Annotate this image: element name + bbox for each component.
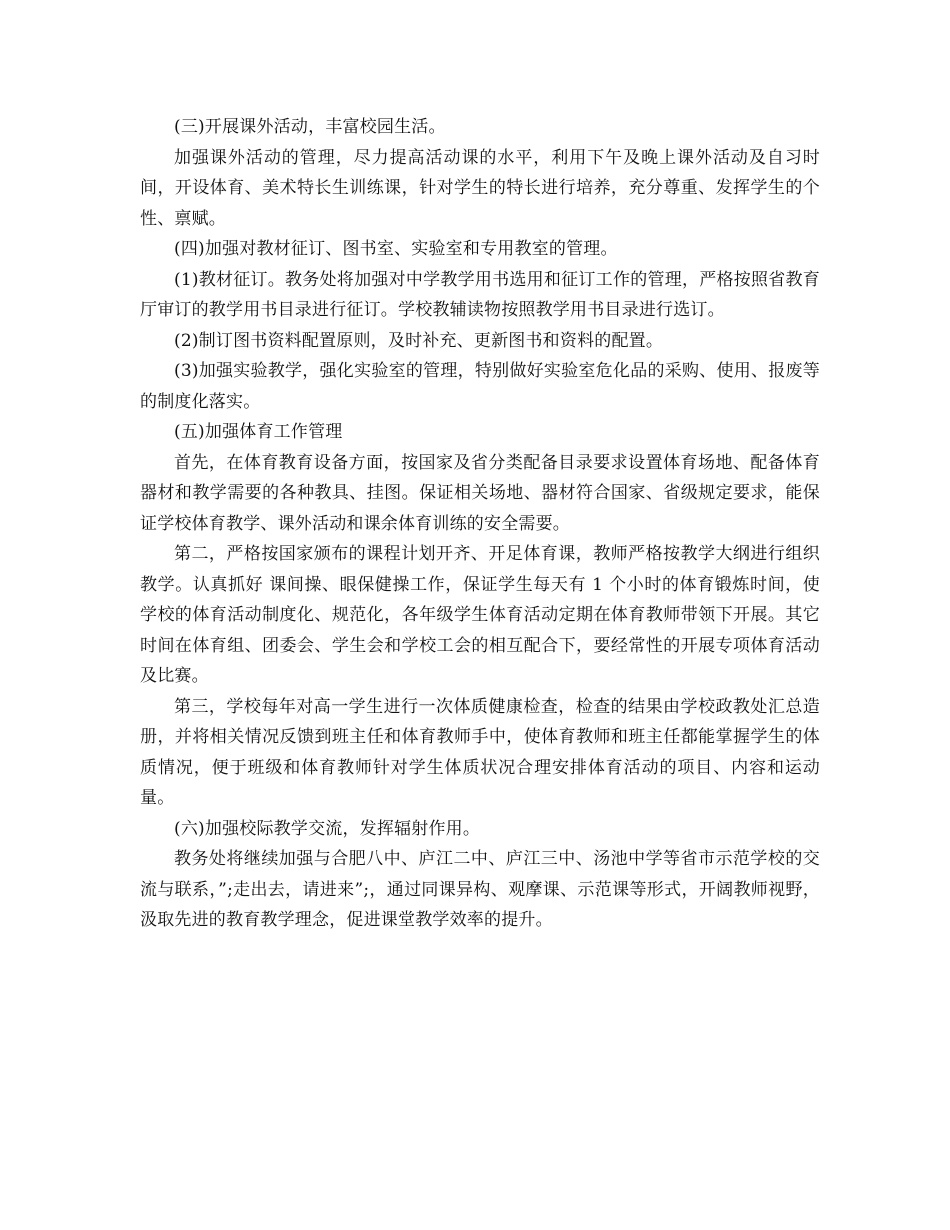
section-heading-4: (四)加强对教材征订、图书室、实验室和专用教室的管理。 (174, 239, 618, 259)
paragraph-textbook-ordering: (1)教材征订。教务处将加强对中学教学用书选用和征订工作的管理，严格按照省教育厅审订的教学用书目录进行征订。学校教辅读物按照教学用书目录进行选订。 (140, 269, 820, 320)
section-heading-3: (三)开展课外活动，丰富校园生活。 (174, 117, 446, 137)
paragraph-pe-curriculum: 第二，严格按国家颁布的课程计划开齐、开足体育课，教师严格按教学大纲进行组织教学。认真抓好 课间操、眼保健操工作，保证学生每天有 1 个小时的体育锻炼时间，使学校的体育活动制度化、规范化，各年级学生体育活动定期在体育教师带领下开展。其它时间在体育组、团委会、学生会和学校工会的相互配合下，要经常性的开展专项体育活动及比赛。 (140, 544, 820, 686)
section-heading-6: (六)加强校际教学交流，发挥辐射作用。 (174, 818, 481, 839)
paragraph-pe-equipment: 首先，在体育教育设备方面，按国家及省分类配备目录要求设置体育场地、配备体育器材和教学需要的各种教具、挂图。保证相关场地、器材符合国家、省级规定要求，能保证学校体育教学、课外活动和课余体育训练的安全需要。 (140, 452, 820, 534)
section-heading-5: (五)加强体育工作管理 (174, 422, 343, 442)
paragraph-library-config: (2)制订图书资料配置原则，及时补充、更新图书和资料的配置。 (174, 330, 664, 351)
paragraph-school-exchange: 教务处将继续加强与合肥八中、庐江二中、庐江三中、汤池中学等省市示范学校的交流与联系，”;走出去，请进来”;，通过同课异构、观摩课、示范课等形式，开阔教师视野，汲取先进的教育教学理念，促进课堂教学效率的提升。 (140, 849, 820, 930)
paragraph-extracurricular: 加强课外活动的管理，尽力提高活动课的水平，利用下午及晚上课外活动及自习时间，开设体育、美术特长生训练课，针对学生的特长进行培养，充分尊重、发挥学生的个性、禀赋。 (140, 147, 820, 229)
paragraph-lab-teaching: (3)加强实验教学，强化实验室的管理，特别做好实验室危化品的采购、使用、报废等的制度化落实。 (140, 361, 820, 412)
document-body (140, 112, 820, 936)
paragraph-health-check: 第三，学校每年对高一学生进行一次体质健康检查，检查的结果由学校政教处汇总造册，并将相关情况反馈到班主任和体育教师手中，使体育教师和班主任都能掌握学生的体质情况，便于班级和体育教师针对学生体质状况合理安排体育活动的项目、内容和运动量。 (140, 696, 820, 808)
